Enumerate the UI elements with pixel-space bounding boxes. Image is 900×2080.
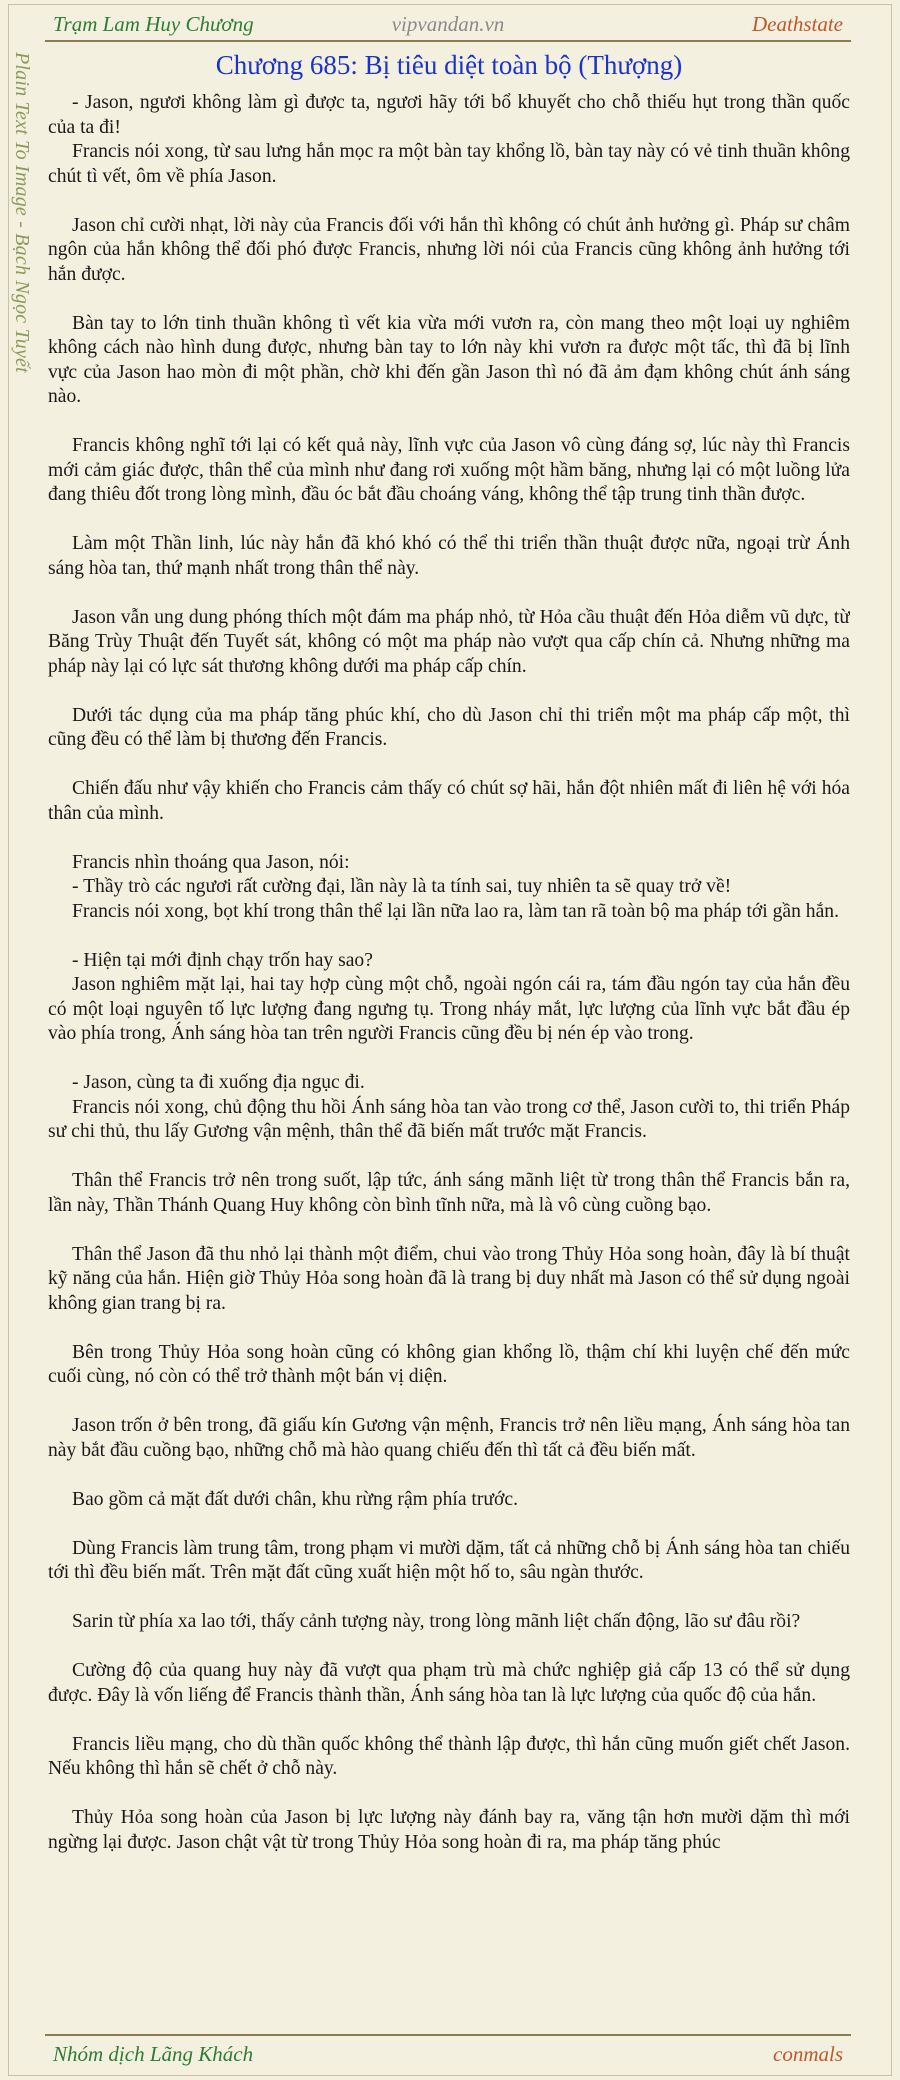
paragraph [48, 1733, 850, 1782]
paragraph-line: - Hiện tại mới định chạy trốn hay sao? [72, 949, 373, 971]
paragraph [48, 1806, 850, 1855]
header-translator: Deathstate [752, 12, 843, 36]
paragraph [48, 704, 850, 753]
paragraph [48, 1488, 850, 1513]
paragraph [48, 1243, 850, 1317]
paragraph-line: - Jason, ngươi không làm gì được ta, ngươi hãy tới bổ khuyết cho chỗ thiếu hụt trong thần quốc của ta đi! [48, 92, 850, 138]
paragraph-line: Jason nghiêm mặt lại, hai tay hợp cùng một chỗ, ngoài ngón cái ra, tám đầu ngón tay của hắn đều có một loại nguyên tố lực lượng đang ngưng tụ. Trong nháy mắt, lực lượng của lĩnh vực bắt đầu ép vào phía trong, Ánh sáng hòa tan trên người Francis cũng đều bị nén ép vào trong. [48, 974, 850, 1044]
page-footer [45, 2034, 851, 2072]
paragraph [48, 1071, 850, 1145]
paragraph-line: Sarin từ phía xa lao tới, thấy cảnh tượng này, trong lòng mãnh liệt chấn động, lão sư đâu rồi? [72, 1611, 801, 1632]
paragraph-line: Chiến đấu như vậy khiến cho Francis cảm thấy có chút sợ hãi, hắn đột nhiên mất đi liên hệ với hóa thân của mình. [48, 778, 850, 824]
chapter-title: Chương 685: Bị tiêu diệt toàn bộ (Thượng) [215, 50, 683, 80]
paragraph [48, 434, 850, 508]
paragraph-line: Francis nói xong, bọt khí trong thân thể lại lần nữa lao ra, làm tan rã toàn bộ ma pháp tới gần hắn. [72, 900, 839, 922]
footer-editor: conmals [773, 2042, 843, 2066]
paragraph [48, 312, 850, 410]
paragraph [48, 214, 850, 288]
paragraph-line: Jason vẫn ung dung phóng thích một đám ma pháp nhỏ, từ Hỏa cầu thuật đến Hỏa diễm vũ dực, từ Băng Trùy Thuật đến Tuyết sát, không có một ma pháp nào vượt qua cấp chín cả. Nhưng những ma pháp này lại có lực sát thương không dưới ma pháp cấp chín. [48, 606, 850, 677]
paragraph-line: Thân thể Francis trở nên trong suốt, lập tức, ánh sáng mãnh liệt từ trong thân thể Francis bắn ra, lần này, Thần Thánh Quang Huy không còn bình tĩnh nữa, mà là vô cùng cuồng bạo. [48, 1170, 850, 1216]
paragraph-line: Francis nói xong, chủ động thu hồi Ánh sáng hòa tan vào trong cơ thể, Jason cười to, thi triển Pháp sư chi thủ, thu lấy Gương vận mệnh, thân thể đã biến mất trước mặt Francis. [48, 1096, 850, 1142]
paragraph [48, 1169, 850, 1218]
paragraph [48, 949, 850, 1047]
paragraph-line: Jason trốn ở bên trong, đã giấu kín Gương vận mệnh, Francis trở nên liều mạng, Ánh sáng hòa tan này bắt đầu cuồng bạo, những chỗ mà hào quang chiếu đến thì tất cả đều biến mất. [48, 1415, 850, 1461]
paragraph-line: Francis nhìn thoáng qua Jason, nói: [72, 851, 350, 873]
paragraph-line: Thủy Hỏa song hoàn của Jason bị lực lượng này đánh bay ra, văng tận hơn mười dặm thì mới ngừng lại được. Jason chật vật từ trong Thủy Hỏa song hoàn đi ra, ma pháp tăng phúc [48, 1807, 850, 1853]
paragraph-line: Thân thể Jason đã thu nhỏ lại thành một điểm, chui vào trong Thủy Hỏa song hoàn, đây là bí thuật kỹ năng của hắn. Hiện giờ Thủy Hỏa song hoàn đã là trang bị duy nhất mà Jason có thể sử dụng ngoài không gian trang bị ra. [48, 1243, 850, 1314]
paragraph-line: Francis không nghĩ tới lại có kết quả này, lĩnh vực của Jason vô cùng đáng sợ, lúc này thì Francis mới cảm giác được, thân thể của mình như đang rơi xuống một hầm băng, nhưng lại có một luồng lửa đang thiêu đốt trong lòng mình, đầu óc bắt đầu choáng váng, không thể tập trung tinh thần được. [48, 435, 850, 505]
paragraph-line: - Jason, cùng ta đi xuống địa ngục đi. [72, 1072, 365, 1093]
footer-group-name: Nhóm dịch Lãng Khách [53, 2042, 254, 2066]
paragraph [48, 851, 850, 925]
paragraph [48, 1414, 850, 1463]
paragraph [48, 532, 850, 581]
chapter-body [48, 91, 850, 1855]
paragraph-line: Dùng Francis làm trung tâm, trong phạm vi mười dặm, tất cả những chỗ bị Ánh sáng hòa tan chiếu tới thì đều biến mất. Trên mặt đất cũng xuất hiện một hố to, sâu ngàn thước. [48, 1537, 850, 1583]
paragraph [48, 1659, 850, 1708]
paragraph-line: Bên trong Thủy Hỏa song hoàn cũng có không gian khổng lồ, thậm chí khi luyện chế đến mức cuối cùng, nó còn có thể trở thành một bán vị diện. [48, 1341, 850, 1387]
paragraph-line: Jason chỉ cười nhạt, lời này của Francis đối với hắn thì không có chút ảnh hưởng gì. Pháp sư châm ngôn của hắn không thể đối phó được Francis, nhưng lời nói của Francis cũng không ảnh hưởng tới hắn được. [48, 214, 850, 285]
paragraph [48, 606, 850, 680]
side-watermark-label: Plain Text To Image - Bạch Ngọc Tuyết [11, 52, 33, 373]
paragraph [48, 777, 850, 826]
paragraph-line: Francis nói xong, từ sau lưng hắn mọc ra một bàn tay khổng lồ, bàn tay này có vẻ tinh thuần không chút tì vết, ôm về phía Jason. [48, 141, 850, 187]
page-header [45, 8, 851, 42]
paragraph-line: Cường độ của quang huy này đã vượt qua phạm trù mà chức nghiệp giả cấp 13 có thể sử dụng được. Đây là vốn liếng để Francis thành thần, Ánh sáng hòa tan là lực lượng của quốc độ của hắn. [48, 1660, 850, 1706]
chapter-content [48, 48, 850, 2024]
paragraph-line: Dưới tác dụng của ma pháp tăng phúc khí, cho dù Jason chỉ thi triển một ma pháp cấp một, thì cũng đều có thể làm bị thương đến Francis. [48, 704, 850, 750]
paragraph-line: Bàn tay to lớn tinh thuần không tì vết kia vừa mới vươn ra, còn mang theo một loại uy nghiêm không cách nào hình dung được, nhưng bàn tay to lớn này khi vươn ra được một tấc, thì đã bị lĩnh vực của Jason hao mòn đi một phần, chờ khi đến gần Jason thì nó đã ảm đạm không chút ánh sáng nào. [48, 312, 850, 407]
paragraph [48, 1610, 850, 1635]
paragraph-line: - Thầy trò các ngươi rất cường đại, lần này là ta tính sai, tuy nhiên ta sẽ quay trở về! [72, 876, 732, 897]
paragraph-line: Làm một Thần linh, lúc này hắn đã khó khó có thể thi triển thần thuật được nữa, ngoại trừ Ánh sáng hòa tan, thứ mạnh nhất trong thân thể này. [48, 533, 850, 579]
paragraph [48, 91, 850, 189]
paragraph-line: Francis liều mạng, cho dù thần quốc không thể thành lập được, thì hắn cũng muốn giết chết Jason. Nếu không thì hắn sẽ chết ở chỗ này. [48, 1733, 850, 1779]
paragraph [48, 1537, 850, 1586]
paragraph-line: Bao gồm cả mặt đất dưới chân, khu rừng rậm phía trước. [72, 1488, 518, 1510]
paragraph [48, 1341, 850, 1390]
header-site-name: vipvandan.vn [391, 12, 505, 36]
header-forum-name: Trạm Lam Huy Chương [53, 12, 254, 36]
